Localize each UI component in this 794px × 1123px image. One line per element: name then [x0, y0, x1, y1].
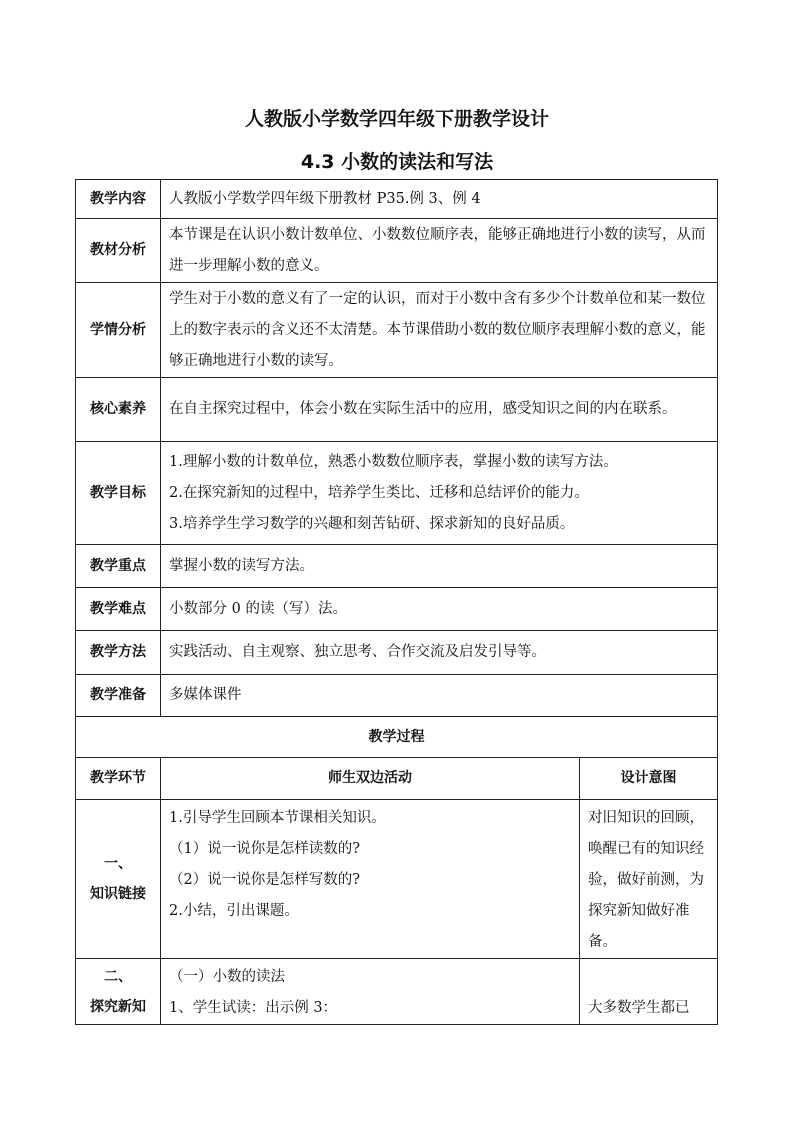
- row-core-literacy: [76, 378, 718, 442]
- stage-label: [76, 800, 161, 959]
- row-text: 小数部分 0 的读（写）法。: [161, 588, 718, 631]
- stage-activities: [161, 800, 580, 959]
- row-preparation: [76, 675, 718, 717]
- row-label: 学情分析: [76, 283, 161, 378]
- process-title: 教学过程: [76, 717, 718, 758]
- row-content: [76, 180, 718, 219]
- activity-line: 2.小结，引出课题。: [169, 903, 299, 919]
- objective-item: 3.培养学生学习数学的兴趣和刻苦钻研、探求新知的良好品质。: [169, 515, 575, 532]
- stage-name: 知识链接: [90, 886, 146, 902]
- activity-line: （2）说一说你是怎样写数的?: [169, 872, 360, 888]
- row-text: 人教版小学数学四年级下册教材 P35.例 3、例 4: [161, 180, 718, 219]
- row-difficulty: [76, 588, 718, 631]
- row-text: 本节课是在认识小数计数单位、小数数位顺序表，能够正确地进行小数的读写，从而进一步理解小数的意义。: [161, 219, 718, 283]
- lesson-plan-table: [75, 179, 718, 1025]
- stage-intent: 对旧知识的回顾，唤醒已有的知识经验，做好前测，为探究新知做好准备。: [580, 800, 718, 959]
- row-method: [76, 631, 718, 675]
- objective-item: 2.在探究新知的过程中，培养学生类比、迁移和总结评价的能力。: [169, 484, 589, 501]
- header-activity: 师生双边活动: [161, 758, 580, 800]
- stage-intent: 大多数学生都已: [580, 959, 718, 1025]
- objective-item: 1.理解小数的计数单位，熟悉小数数位顺序表，掌握小数的读写方法。: [169, 453, 618, 470]
- row-objectives: [76, 442, 718, 545]
- row-material-analysis: [76, 219, 718, 283]
- process-title-row: [76, 717, 718, 758]
- row-text: 实践活动、自主观察、独立思考、合作交流及启发引导等。: [161, 631, 718, 675]
- stage-row-2: [76, 959, 718, 1025]
- row-label: 教材分析: [76, 219, 161, 283]
- row-label: 教学重点: [76, 545, 161, 588]
- stage-activities: [161, 959, 580, 1025]
- activity-line: 1、学生试读：出示例 3：: [169, 1000, 338, 1016]
- row-text: 在自主探究过程中，体会小数在实际生活中的应用，感受知识之间的内在联系。: [161, 378, 718, 442]
- row-label: 教学目标: [76, 442, 161, 545]
- document-title: 人教版小学数学四年级下册教学设计: [244, 108, 549, 130]
- stage-label: [76, 959, 161, 1025]
- process-header-row: [76, 758, 718, 800]
- row-label: 教学方法: [76, 631, 161, 675]
- stage-row-1: [76, 800, 718, 959]
- row-label: 教学难点: [76, 588, 161, 631]
- header-stage: 教学环节: [76, 758, 161, 800]
- activity-line: （一）小数的读法: [169, 969, 285, 985]
- stage-name: 探究新知: [90, 998, 146, 1015]
- header-intent: 设计意图: [580, 758, 718, 800]
- activity-line: （1）说一说你是怎样读数的?: [169, 841, 360, 857]
- lesson-subtitle: 4.3 小数的读法和写法: [300, 151, 494, 173]
- row-label: 核心素养: [76, 378, 161, 442]
- row-key-point: [76, 545, 718, 588]
- row-text: 掌握小数的读写方法。: [161, 545, 718, 588]
- activity-line: 1.引导学生回顾本节课相关知识。: [169, 810, 386, 826]
- stage-number: 一、: [104, 856, 132, 872]
- row-text: [161, 442, 718, 545]
- row-label: 教学准备: [76, 675, 161, 717]
- row-student-analysis: [76, 283, 718, 378]
- row-text: 学生对于小数的意义有了一定的认识，而对于小数中含有多少个计数单位和某一数位上的数字表示的含义还不太清楚。本节课借助小数的数位顺序表理解小数的意义，能够正确地进行小数的读写。: [161, 283, 718, 378]
- row-text: 多媒体课件: [161, 675, 718, 717]
- stage-number: 二、: [104, 968, 132, 985]
- row-label: 教学内容: [76, 180, 161, 219]
